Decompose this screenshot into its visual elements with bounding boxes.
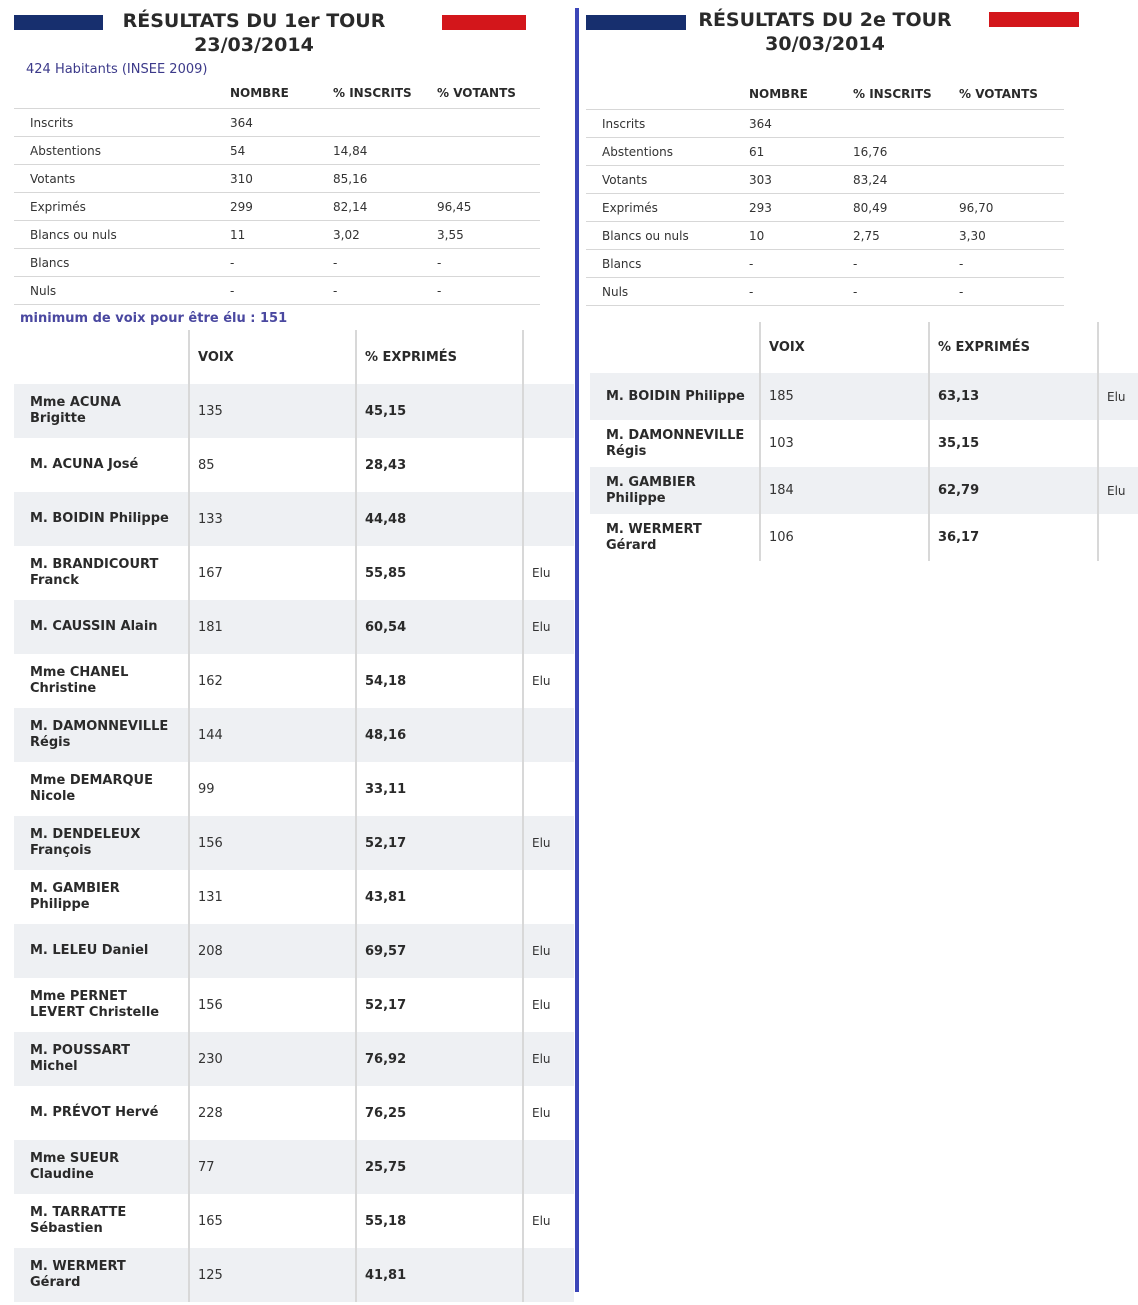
candidate-percent: 60,54 bbox=[356, 600, 523, 654]
stats-header-cell: % VOTANTS bbox=[959, 87, 1038, 101]
candidate-elected-status bbox=[523, 708, 574, 762]
candidate-percent: 35,15 bbox=[929, 420, 1098, 467]
candidate-name: Mme CHANEL Christine bbox=[30, 665, 129, 696]
stats-cell: 54 bbox=[230, 137, 333, 165]
round2-title-date: 30/03/2014 bbox=[765, 33, 885, 55]
candidates-header-cell: % EXPRIMÉS bbox=[929, 322, 1098, 373]
candidate-votes: 185 bbox=[760, 373, 929, 420]
stats-cell: - bbox=[749, 250, 853, 278]
stats-row bbox=[586, 166, 1064, 194]
candidate-elected-status bbox=[523, 492, 574, 546]
candidate-percent: 54,18 bbox=[356, 654, 523, 708]
stats-row-label: Blancs bbox=[14, 249, 230, 277]
stats-header-row bbox=[14, 78, 540, 109]
stats-cell: - bbox=[437, 249, 540, 277]
candidate-percent: 52,17 bbox=[356, 816, 523, 870]
stats-row-label: Abstentions bbox=[14, 137, 230, 165]
candidate-percent: 48,16 bbox=[356, 708, 523, 762]
candidate-votes: 184 bbox=[760, 467, 929, 514]
stats-cell: - bbox=[959, 278, 1064, 306]
stats-row-label: Inscrits bbox=[586, 110, 749, 138]
candidate-name: M. WERMERT Gérard bbox=[14, 1248, 189, 1302]
stats-header-cell: % INSCRITS bbox=[853, 87, 932, 101]
candidate-percent: 76,25 bbox=[356, 1086, 523, 1140]
flag-red-stripe bbox=[989, 12, 1079, 27]
candidates-header-cell bbox=[14, 330, 189, 384]
stats-cell: - bbox=[333, 277, 437, 305]
stats-cell bbox=[959, 110, 1064, 138]
stats-row-label: Exprimés bbox=[586, 194, 749, 222]
stats-header-cell: % INSCRITS bbox=[333, 86, 412, 100]
candidate-row bbox=[14, 816, 574, 870]
candidate-percent: 55,85 bbox=[356, 546, 523, 600]
candidate-row bbox=[590, 467, 1138, 514]
candidate-row bbox=[14, 384, 574, 438]
stats-cell bbox=[959, 166, 1064, 194]
stats-row-label: Votants bbox=[586, 166, 749, 194]
stats-cell: 364 bbox=[230, 109, 333, 137]
stats-cell: 3,55 bbox=[437, 221, 540, 249]
candidate-elected-status: Elu bbox=[523, 546, 574, 600]
candidate-name: M. BOIDIN Philippe bbox=[14, 492, 189, 546]
candidate-row bbox=[14, 1194, 574, 1248]
candidate-elected-status bbox=[523, 1140, 574, 1194]
round1-title bbox=[104, 9, 404, 57]
candidate-votes: 131 bbox=[189, 870, 356, 924]
stats-cell: - bbox=[437, 277, 540, 305]
candidate-elected-status bbox=[523, 438, 574, 492]
round1-candidates-table bbox=[14, 330, 574, 1302]
round2-candidates-table bbox=[590, 322, 1138, 561]
candidates-header-cell: % EXPRIMÉS bbox=[356, 330, 523, 384]
candidates-header-cell bbox=[590, 322, 760, 373]
candidate-percent: 45,15 bbox=[356, 384, 523, 438]
stats-cell bbox=[437, 165, 540, 193]
candidate-votes: 77 bbox=[189, 1140, 356, 1194]
stats-row-label: Nuls bbox=[586, 278, 749, 306]
stats-cell bbox=[959, 138, 1064, 166]
round2-stats-table bbox=[586, 79, 1064, 306]
candidate-votes: 99 bbox=[189, 762, 356, 816]
candidate-percent: 44,48 bbox=[356, 492, 523, 546]
stats-cell: 293 bbox=[749, 194, 853, 222]
candidate-percent: 28,43 bbox=[356, 438, 523, 492]
candidate-percent: 55,18 bbox=[356, 1194, 523, 1248]
candidate-percent: 25,75 bbox=[356, 1140, 523, 1194]
stats-row-label: Blancs ou nuls bbox=[14, 221, 230, 249]
candidate-row bbox=[14, 492, 574, 546]
stats-cell: 85,16 bbox=[333, 165, 437, 193]
stats-row bbox=[14, 193, 540, 221]
stats-header-cell bbox=[586, 79, 749, 110]
stats-cell: - bbox=[333, 249, 437, 277]
candidate-percent: 41,81 bbox=[356, 1248, 523, 1302]
candidate-percent: 33,11 bbox=[356, 762, 523, 816]
stats-row bbox=[586, 278, 1064, 306]
stats-row-label: Blancs ou nuls bbox=[586, 222, 749, 250]
stats-header-cell: NOMBRE bbox=[230, 86, 289, 100]
candidate-elected-status: Elu bbox=[523, 654, 574, 708]
candidate-row bbox=[14, 1248, 574, 1302]
stats-row bbox=[14, 137, 540, 165]
candidate-percent: 43,81 bbox=[356, 870, 523, 924]
stats-row bbox=[586, 250, 1064, 278]
candidate-name: M. CAUSSIN Alain bbox=[14, 600, 189, 654]
candidate-name: M. DENDELEUX François bbox=[14, 816, 189, 870]
flag-red-stripe bbox=[442, 15, 526, 30]
candidate-elected-status: Elu bbox=[523, 978, 574, 1032]
stats-header-cell bbox=[14, 78, 230, 109]
stats-cell: 303 bbox=[749, 166, 853, 194]
stats-row-label: Exprimés bbox=[14, 193, 230, 221]
candidate-percent: 62,79 bbox=[929, 467, 1098, 514]
candidate-elected-status bbox=[1098, 514, 1138, 561]
minimum-votes-label: minimum de voix pour être élu : 151 bbox=[20, 311, 288, 326]
flag-blue-stripe bbox=[14, 15, 103, 30]
candidate-votes: 156 bbox=[189, 816, 356, 870]
candidate-row bbox=[14, 708, 574, 762]
stats-cell: - bbox=[853, 278, 959, 306]
stats-cell: 310 bbox=[230, 165, 333, 193]
candidate-votes: 106 bbox=[760, 514, 929, 561]
round2-title bbox=[675, 8, 975, 56]
candidate-elected-status: Elu bbox=[1098, 373, 1138, 420]
stats-cell: 2,75 bbox=[853, 222, 959, 250]
stats-cell: 299 bbox=[230, 193, 333, 221]
stats-cell: 3,02 bbox=[333, 221, 437, 249]
candidate-name: M. LELEU Daniel bbox=[14, 924, 189, 978]
stats-cell: - bbox=[749, 278, 853, 306]
candidates-header-cell: VOIX bbox=[189, 330, 356, 384]
candidate-votes: 156 bbox=[189, 978, 356, 1032]
stats-cell bbox=[437, 109, 540, 137]
candidate-row bbox=[590, 420, 1138, 467]
candidate-row bbox=[14, 600, 574, 654]
stats-cell: - bbox=[230, 249, 333, 277]
candidate-votes: 165 bbox=[189, 1194, 356, 1248]
candidate-name: M. GAMBIER Philippe bbox=[590, 467, 760, 514]
stats-row bbox=[586, 138, 1064, 166]
candidate-name: M. BRANDICOURT Franck bbox=[30, 557, 159, 588]
candidate-votes: 228 bbox=[189, 1086, 356, 1140]
stats-cell: 83,24 bbox=[853, 166, 959, 194]
candidate-votes: 208 bbox=[189, 924, 356, 978]
stats-cell: 3,30 bbox=[959, 222, 1064, 250]
stats-cell: 10 bbox=[749, 222, 853, 250]
stats-row bbox=[14, 109, 540, 137]
candidate-name: M. TARRATTE Sébastien bbox=[30, 1205, 127, 1236]
candidate-votes: 125 bbox=[189, 1248, 356, 1302]
stats-row bbox=[14, 249, 540, 277]
candidate-name: M. BOIDIN Philippe bbox=[590, 373, 760, 420]
stats-cell: 96,70 bbox=[959, 194, 1064, 222]
candidate-elected-status bbox=[523, 762, 574, 816]
candidate-elected-status: Elu bbox=[523, 1032, 574, 1086]
stats-header-row bbox=[586, 79, 1064, 110]
candidate-name: Mme SUEUR Claudine bbox=[14, 1140, 189, 1194]
candidate-row bbox=[14, 654, 574, 708]
candidate-votes: 144 bbox=[189, 708, 356, 762]
round2-panel bbox=[582, 0, 1138, 1305]
candidate-elected-status: Elu bbox=[1098, 467, 1138, 514]
stats-row bbox=[586, 110, 1064, 138]
stats-row bbox=[14, 165, 540, 193]
stats-cell: - bbox=[853, 250, 959, 278]
stats-cell bbox=[437, 137, 540, 165]
stats-cell: 11 bbox=[230, 221, 333, 249]
stats-row-label: Abstentions bbox=[586, 138, 749, 166]
candidate-row bbox=[14, 870, 574, 924]
stats-cell: - bbox=[959, 250, 1064, 278]
candidate-name: M. ACUNA José bbox=[30, 457, 139, 472]
stats-cell: - bbox=[230, 277, 333, 305]
candidates-header-cell bbox=[523, 330, 574, 384]
stats-cell: 61 bbox=[749, 138, 853, 166]
stats-row-label: Blancs bbox=[586, 250, 749, 278]
candidate-elected-status: Elu bbox=[523, 1086, 574, 1140]
candidates-header-cell bbox=[1098, 322, 1138, 373]
candidate-votes: 103 bbox=[760, 420, 929, 467]
candidate-votes: 181 bbox=[189, 600, 356, 654]
candidate-row bbox=[14, 978, 574, 1032]
candidate-name: M. GAMBIER Philippe bbox=[30, 881, 120, 912]
round1-stats-table bbox=[14, 78, 540, 305]
candidate-votes: 135 bbox=[189, 384, 356, 438]
stats-row-label: Votants bbox=[14, 165, 230, 193]
candidate-row bbox=[14, 438, 574, 492]
candidate-row bbox=[14, 546, 574, 600]
candidate-row bbox=[14, 1140, 574, 1194]
stats-cell: 96,45 bbox=[437, 193, 540, 221]
candidate-elected-status: Elu bbox=[523, 600, 574, 654]
candidate-votes: 85 bbox=[189, 438, 356, 492]
candidate-name: M. WERMERT Gérard bbox=[606, 521, 702, 553]
stats-cell: 16,76 bbox=[853, 138, 959, 166]
candidate-name: M. PRÉVOT Hervé bbox=[30, 1105, 159, 1120]
candidate-percent: 69,57 bbox=[356, 924, 523, 978]
candidate-percent: 63,13 bbox=[929, 373, 1098, 420]
candidates-header-row bbox=[590, 322, 1138, 373]
stats-row bbox=[14, 277, 540, 305]
candidate-row bbox=[590, 373, 1138, 420]
candidate-row bbox=[590, 514, 1138, 561]
stats-header-cell: % VOTANTS bbox=[437, 86, 516, 100]
panel-divider bbox=[575, 8, 579, 1292]
candidate-votes: 133 bbox=[189, 492, 356, 546]
stats-cell bbox=[853, 110, 959, 138]
candidate-row bbox=[14, 762, 574, 816]
round2-title-line1: RÉSULTATS DU 2e TOUR bbox=[698, 9, 952, 31]
candidate-row bbox=[14, 1032, 574, 1086]
candidate-elected-status bbox=[523, 870, 574, 924]
candidate-name: M. POUSSART Michel bbox=[14, 1032, 189, 1086]
stats-cell: 364 bbox=[749, 110, 853, 138]
stats-header-cell: NOMBRE bbox=[749, 87, 808, 101]
candidate-elected-status: Elu bbox=[523, 1194, 574, 1248]
stats-row-label: Nuls bbox=[14, 277, 230, 305]
candidate-percent: 36,17 bbox=[929, 514, 1098, 561]
candidates-header-row bbox=[14, 330, 574, 384]
candidate-votes: 162 bbox=[189, 654, 356, 708]
stats-cell: 80,49 bbox=[853, 194, 959, 222]
candidate-name: M. DAMONNEVILLE Régis bbox=[606, 427, 745, 459]
candidate-name: M. DAMONNEVILLE Régis bbox=[14, 708, 189, 762]
candidate-percent: 76,92 bbox=[356, 1032, 523, 1086]
stats-row bbox=[586, 194, 1064, 222]
candidate-elected-status: Elu bbox=[523, 924, 574, 978]
candidate-elected-status bbox=[523, 1248, 574, 1302]
stats-row-label: Inscrits bbox=[14, 109, 230, 137]
candidate-elected-status bbox=[1098, 420, 1138, 467]
stats-cell bbox=[333, 109, 437, 137]
candidate-name: Mme PERNET LEVERT Christelle bbox=[30, 989, 160, 1020]
candidate-votes: 167 bbox=[189, 546, 356, 600]
stats-cell: 14,84 bbox=[333, 137, 437, 165]
candidate-percent: 52,17 bbox=[356, 978, 523, 1032]
candidate-name: Mme DEMARQUE Nicole bbox=[30, 773, 153, 804]
candidate-row bbox=[14, 1086, 574, 1140]
candidate-elected-status: Elu bbox=[523, 816, 574, 870]
round1-title-line1: RÉSULTATS DU 1er TOUR bbox=[122, 10, 386, 32]
candidate-votes: 230 bbox=[189, 1032, 356, 1086]
round1-title-date: 23/03/2014 bbox=[194, 34, 314, 56]
candidate-name: Mme ACUNA Brigitte bbox=[14, 384, 189, 438]
stats-row bbox=[14, 221, 540, 249]
population-label: 424 Habitants (INSEE 2009) bbox=[26, 62, 208, 77]
candidate-row bbox=[14, 924, 574, 978]
stats-row bbox=[586, 222, 1064, 250]
flag-blue-stripe bbox=[586, 15, 686, 30]
candidate-elected-status bbox=[523, 384, 574, 438]
candidates-header-cell: VOIX bbox=[760, 322, 929, 373]
stats-cell: 82,14 bbox=[333, 193, 437, 221]
